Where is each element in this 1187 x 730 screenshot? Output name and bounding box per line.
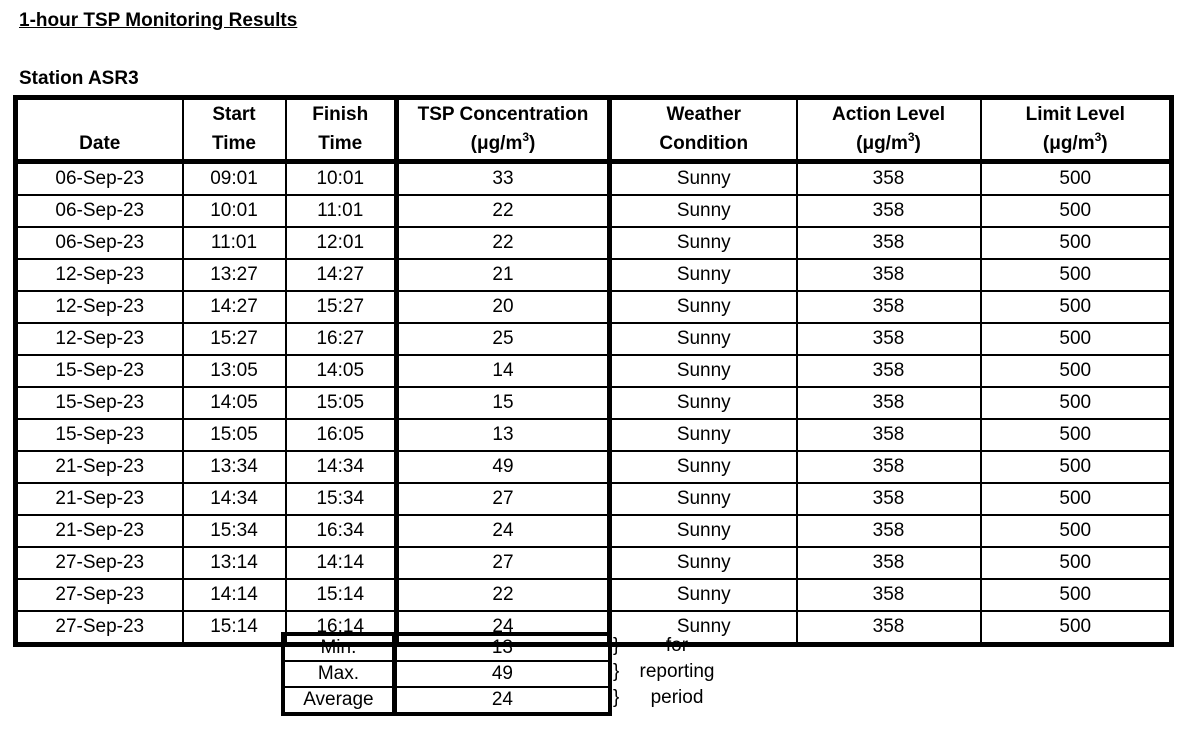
cell-action-level: 358 xyxy=(797,323,981,355)
cell-action-level: 358 xyxy=(797,387,981,419)
cell-weather-condition: Sunny xyxy=(610,195,797,227)
table-row xyxy=(16,387,1172,419)
cell-tsp-concentration: 25 xyxy=(397,323,610,355)
cell-limit-level: 500 xyxy=(981,483,1172,515)
cell-date: 21-Sep-23 xyxy=(16,483,183,515)
cell-start-time: 14:27 xyxy=(183,291,286,323)
cell-start-time: 15:05 xyxy=(183,419,286,451)
summary-value: 13 xyxy=(394,634,610,661)
cell-limit-level: 500 xyxy=(981,451,1172,483)
cell-weather-condition: Sunny xyxy=(610,387,797,419)
cell-weather-condition: Sunny xyxy=(610,483,797,515)
cell-finish-time: 10:01 xyxy=(286,162,397,196)
cell-tsp-concentration: 27 xyxy=(397,547,610,579)
cell-tsp-concentration: 21 xyxy=(397,259,610,291)
cell-date: 12-Sep-23 xyxy=(16,291,183,323)
station-label: Station ASR3 xyxy=(19,68,139,89)
table-row xyxy=(16,323,1172,355)
cell-weather-condition: Sunny xyxy=(610,355,797,387)
cell-tsp-concentration: 49 xyxy=(397,451,610,483)
table-row xyxy=(16,259,1172,291)
cell-date: 12-Sep-23 xyxy=(16,259,183,291)
cell-start-time: 14:14 xyxy=(183,579,286,611)
header-row xyxy=(16,98,1172,162)
cell-finish-time: 16:27 xyxy=(286,323,397,355)
cell-weather-condition: Sunny xyxy=(610,515,797,547)
cell-tsp-concentration: 13 xyxy=(397,419,610,451)
table-row xyxy=(16,162,1172,196)
cell-tsp-concentration: 20 xyxy=(397,291,610,323)
cell-finish-time: 15:05 xyxy=(286,387,397,419)
cell-action-level: 358 xyxy=(797,611,981,645)
cell-date: 15-Sep-23 xyxy=(16,387,183,419)
cell-limit-level: 500 xyxy=(981,419,1172,451)
cell-limit-level: 500 xyxy=(981,323,1172,355)
brace-mark: } xyxy=(613,635,620,656)
header-weather-condition: Weather Condition xyxy=(610,98,797,162)
cell-limit-level: 500 xyxy=(981,259,1172,291)
cell-tsp-concentration: 15 xyxy=(397,387,610,419)
cell-date: 12-Sep-23 xyxy=(16,323,183,355)
cell-start-time: 15:14 xyxy=(183,611,286,645)
cell-action-level: 358 xyxy=(797,227,981,259)
cell-finish-time: 16:05 xyxy=(286,419,397,451)
table-row xyxy=(16,451,1172,483)
cell-tsp-concentration: 27 xyxy=(397,483,610,515)
header-tsp-concentration: TSP Concentration $(\mu g/m^3)$ xyxy=(397,98,610,162)
cell-limit-level: 500 xyxy=(981,162,1172,196)
cell-action-level: 358 xyxy=(797,355,981,387)
header-date: Date xyxy=(16,98,183,162)
note-text: for xyxy=(665,635,689,656)
cell-finish-time: 14:05 xyxy=(286,355,397,387)
cell-start-time: 15:27 xyxy=(183,323,286,355)
table-row xyxy=(16,419,1172,451)
summary-label: Min. xyxy=(283,634,394,661)
table-row xyxy=(16,515,1172,547)
summary-note xyxy=(613,687,727,709)
cell-action-level: 358 xyxy=(797,579,981,611)
document-title: 1-hour TSP Monitoring Results xyxy=(19,10,298,31)
header-action-level: Action Level $(\mu g/m^3)$ xyxy=(797,98,981,162)
header-finish-time: Finish Time xyxy=(286,98,397,162)
cell-date: 15-Sep-23 xyxy=(16,355,183,387)
cell-date: 06-Sep-23 xyxy=(16,227,183,259)
cell-limit-level: 500 xyxy=(981,611,1172,645)
summary-value: 24 xyxy=(394,687,610,714)
cell-finish-time: 16:34 xyxy=(286,515,397,547)
cell-finish-time: 15:14 xyxy=(286,579,397,611)
summary-label: Average xyxy=(283,687,394,714)
cell-date: 21-Sep-23 xyxy=(16,451,183,483)
cell-weather-condition: Sunny xyxy=(610,579,797,611)
summary-value: 49 xyxy=(394,661,610,687)
cell-weather-condition: Sunny xyxy=(610,227,797,259)
cell-tsp-concentration: 33 xyxy=(397,162,610,196)
table-row xyxy=(16,483,1172,515)
summary-note xyxy=(613,635,727,657)
cell-start-time: 10:01 xyxy=(183,195,286,227)
cell-action-level: 358 xyxy=(797,483,981,515)
brace-mark: } xyxy=(613,687,620,708)
header-limit-level: Limit Level $(\mu g/m^3)$ xyxy=(981,98,1172,162)
cell-action-level: 358 xyxy=(797,195,981,227)
table-row xyxy=(16,195,1172,227)
brace-mark: } xyxy=(613,661,620,682)
cell-tsp-concentration: 14 xyxy=(397,355,610,387)
cell-limit-level: 500 xyxy=(981,547,1172,579)
cell-start-time: 15:34 xyxy=(183,515,286,547)
cell-finish-time: 14:14 xyxy=(286,547,397,579)
cell-finish-time: 15:27 xyxy=(286,291,397,323)
cell-action-level: 358 xyxy=(797,291,981,323)
cell-start-time: 14:34 xyxy=(183,483,286,515)
summary-row xyxy=(283,687,610,714)
cell-action-level: 358 xyxy=(797,162,981,196)
cell-weather-condition: Sunny xyxy=(610,419,797,451)
cell-tsp-concentration: 24 xyxy=(397,515,610,547)
cell-limit-level: 500 xyxy=(981,387,1172,419)
table-row xyxy=(16,547,1172,579)
cell-date: 27-Sep-23 xyxy=(16,547,183,579)
cell-action-level: 358 xyxy=(797,451,981,483)
table-row xyxy=(16,227,1172,259)
note-text: period xyxy=(650,687,704,708)
cell-weather-condition: Sunny xyxy=(610,259,797,291)
cell-finish-time: 11:01 xyxy=(286,195,397,227)
cell-start-time: 09:01 xyxy=(183,162,286,196)
cell-tsp-concentration: 22 xyxy=(397,579,610,611)
summary-note xyxy=(613,661,727,683)
cell-tsp-concentration: 22 xyxy=(397,195,610,227)
note-text: reporting xyxy=(639,661,715,682)
cell-action-level: 358 xyxy=(797,259,981,291)
cell-start-time: 13:05 xyxy=(183,355,286,387)
summary-label: Max. xyxy=(283,661,394,687)
header-start-time: Start Time xyxy=(183,98,286,162)
cell-limit-level: 500 xyxy=(981,579,1172,611)
table-row xyxy=(16,291,1172,323)
cell-start-time: 13:27 xyxy=(183,259,286,291)
cell-action-level: 358 xyxy=(797,547,981,579)
cell-limit-level: 500 xyxy=(981,515,1172,547)
cell-limit-level: 500 xyxy=(981,355,1172,387)
cell-tsp-concentration: 22 xyxy=(397,227,610,259)
cell-finish-time: 14:34 xyxy=(286,451,397,483)
cell-tsp-concentration: 24 xyxy=(397,611,610,645)
table-row xyxy=(16,579,1172,611)
summary-row xyxy=(283,661,610,687)
cell-date: 06-Sep-23 xyxy=(16,195,183,227)
cell-weather-condition: Sunny xyxy=(610,611,797,645)
cell-weather-condition: Sunny xyxy=(610,451,797,483)
cell-finish-time: 15:34 xyxy=(286,483,397,515)
tsp-results-table xyxy=(13,95,1174,647)
cell-weather-condition: Sunny xyxy=(610,547,797,579)
summary-table xyxy=(281,632,612,716)
cell-limit-level: 500 xyxy=(981,195,1172,227)
cell-limit-level: 500 xyxy=(981,291,1172,323)
table-row xyxy=(16,355,1172,387)
cell-start-time: 13:34 xyxy=(183,451,286,483)
cell-action-level: 358 xyxy=(797,515,981,547)
cell-finish-time: 12:01 xyxy=(286,227,397,259)
cell-action-level: 358 xyxy=(797,419,981,451)
cell-finish-time: 16:14 xyxy=(286,611,397,645)
cell-finish-time: 14:27 xyxy=(286,259,397,291)
cell-date: 27-Sep-23 xyxy=(16,611,183,645)
cell-weather-condition: Sunny xyxy=(610,291,797,323)
cell-start-time: 13:14 xyxy=(183,547,286,579)
cell-date: 27-Sep-23 xyxy=(16,579,183,611)
cell-limit-level: 500 xyxy=(981,227,1172,259)
cell-start-time: 14:05 xyxy=(183,387,286,419)
cell-weather-condition: Sunny xyxy=(610,162,797,196)
cell-date: 15-Sep-23 xyxy=(16,419,183,451)
cell-date: 06-Sep-23 xyxy=(16,162,183,196)
cell-weather-condition: Sunny xyxy=(610,323,797,355)
cell-start-time: 11:01 xyxy=(183,227,286,259)
summary-row xyxy=(283,634,610,661)
cell-date: 21-Sep-23 xyxy=(16,515,183,547)
